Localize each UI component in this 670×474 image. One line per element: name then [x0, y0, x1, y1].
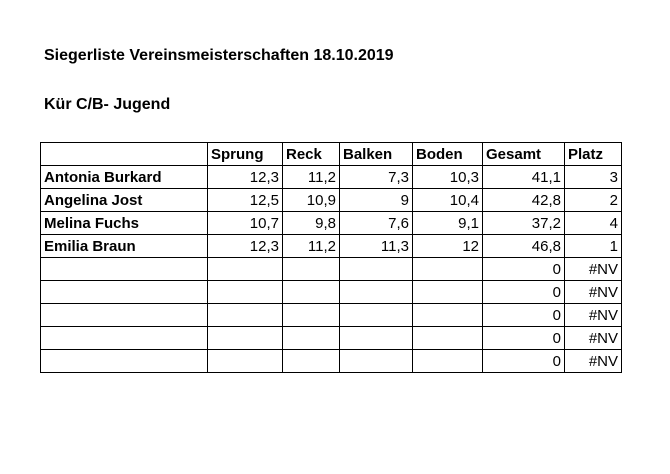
score-gesamt: 37,2 [483, 212, 565, 235]
table-row [41, 235, 622, 258]
score-boden [413, 350, 483, 373]
athlete-name [41, 350, 208, 373]
table-row [41, 304, 622, 327]
score-balken: 11,3 [340, 235, 413, 258]
score-boden: 12 [413, 235, 483, 258]
score-reck: 9,8 [283, 212, 340, 235]
score-reck [283, 327, 340, 350]
page-title: Siegerliste Vereinsmeisterschaften 18.10.2019 [44, 47, 394, 64]
platz-value: #NV [565, 350, 622, 373]
score-gesamt: 0 [483, 350, 565, 373]
header-sprung: Sprung [208, 143, 283, 166]
platz-value: 2 [565, 189, 622, 212]
header-row [41, 143, 622, 166]
score-gesamt: 0 [483, 258, 565, 281]
header-balken: Balken [340, 143, 413, 166]
score-sprung [208, 327, 283, 350]
table-row [41, 189, 622, 212]
athlete-name: Emilia Braun [41, 235, 208, 258]
score-boden [413, 258, 483, 281]
score-reck: 11,2 [283, 166, 340, 189]
table-row [41, 327, 622, 350]
score-balken: 7,3 [340, 166, 413, 189]
athlete-name [41, 304, 208, 327]
score-sprung [208, 304, 283, 327]
table-row [41, 166, 622, 189]
score-boden: 10,3 [413, 166, 483, 189]
score-reck [283, 281, 340, 304]
score-boden: 9,1 [413, 212, 483, 235]
score-gesamt: 41,1 [483, 166, 565, 189]
score-reck [283, 304, 340, 327]
score-reck [283, 258, 340, 281]
platz-value: #NV [565, 258, 622, 281]
platz-value: #NV [565, 327, 622, 350]
header-name [41, 143, 208, 166]
platz-value: 4 [565, 212, 622, 235]
table-row [41, 281, 622, 304]
score-reck: 10,9 [283, 189, 340, 212]
score-sprung: 10,7 [208, 212, 283, 235]
table-row [41, 212, 622, 235]
table-row [41, 350, 622, 373]
score-gesamt: 0 [483, 281, 565, 304]
header-boden: Boden [413, 143, 483, 166]
score-gesamt: 46,8 [483, 235, 565, 258]
platz-value: #NV [565, 304, 622, 327]
score-sprung: 12,3 [208, 235, 283, 258]
header-gesamt: Gesamt [483, 143, 565, 166]
score-boden: 10,4 [413, 189, 483, 212]
score-sprung: 12,5 [208, 189, 283, 212]
score-balken [340, 350, 413, 373]
athlete-name: Melina Fuchs [41, 212, 208, 235]
score-sprung [208, 258, 283, 281]
header-platz: Platz [565, 143, 622, 166]
score-balken [340, 327, 413, 350]
score-sprung: 12,3 [208, 166, 283, 189]
platz-value: #NV [565, 281, 622, 304]
athlete-name [41, 281, 208, 304]
table-row [41, 258, 622, 281]
score-balken [340, 304, 413, 327]
athlete-name [41, 258, 208, 281]
score-reck [283, 350, 340, 373]
results-table [40, 142, 622, 373]
athlete-name: Antonia Burkard [41, 166, 208, 189]
score-balken [340, 258, 413, 281]
score-sprung [208, 281, 283, 304]
score-boden [413, 304, 483, 327]
score-boden [413, 281, 483, 304]
score-balken: 7,6 [340, 212, 413, 235]
score-gesamt: 42,8 [483, 189, 565, 212]
score-balken: 9 [340, 189, 413, 212]
score-gesamt: 0 [483, 327, 565, 350]
score-reck: 11,2 [283, 235, 340, 258]
header-reck: Reck [283, 143, 340, 166]
platz-value: 3 [565, 166, 622, 189]
athlete-name [41, 327, 208, 350]
score-boden [413, 327, 483, 350]
score-gesamt: 0 [483, 304, 565, 327]
platz-value: 1 [565, 235, 622, 258]
athlete-name: Angelina Jost [41, 189, 208, 212]
score-balken [340, 281, 413, 304]
category-subtitle: Kür C/B- Jugend [44, 96, 171, 113]
score-sprung [208, 350, 283, 373]
